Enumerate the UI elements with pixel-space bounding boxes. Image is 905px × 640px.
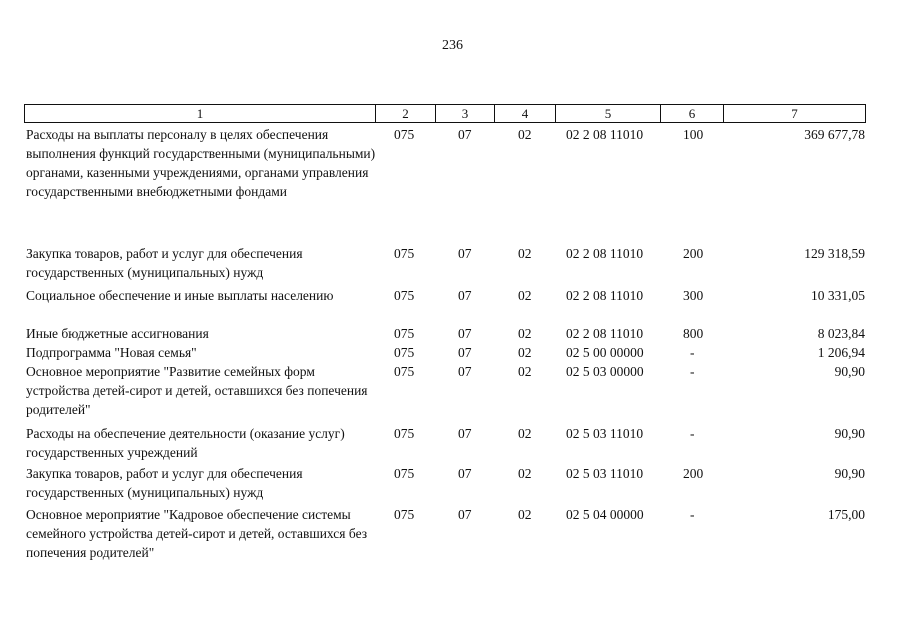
row-amount: 90,90 — [834, 426, 865, 441]
row-subsection: 02 — [518, 246, 532, 261]
row-name: Основное мероприятие "Кадровое обеспечение системы семейного устройства детей-сирот и детей, оставшихся без попечения родителей" — [26, 507, 368, 560]
row-code: 075 — [394, 288, 415, 303]
row-type: 100 — [683, 127, 704, 142]
header-col-3: 3 — [436, 105, 495, 122]
row-type: 300 — [683, 288, 704, 303]
row-target: 02 2 08 11010 — [566, 288, 644, 303]
row-subsection: 02 — [518, 127, 532, 142]
row-name: Социальное обеспечение и иные выплаты населению — [26, 288, 334, 303]
header-col-7: 7 — [791, 106, 798, 121]
header-col-6: 6 — [661, 105, 724, 122]
row-amount: 8 023,84 — [817, 326, 865, 341]
row-code: 075 — [394, 364, 415, 379]
row-section: 07 — [458, 426, 472, 441]
row-code: 075 — [394, 127, 415, 142]
row-section: 07 — [458, 127, 472, 142]
row-code: 075 — [394, 466, 415, 481]
row-subsection: 02 — [518, 507, 532, 522]
row-code: 075 — [394, 507, 415, 522]
row-type: - — [690, 507, 695, 522]
row-subsection: 02 — [518, 345, 532, 360]
row-code: 075 — [394, 426, 415, 441]
row-target: 02 5 03 11010 — [566, 466, 644, 481]
row-amount: 90,90 — [834, 466, 865, 481]
header-col-1: 1 — [25, 105, 376, 122]
row-amount: 129 318,59 — [804, 246, 865, 261]
row-name: Закупка товаров, работ и услуг для обеспечения государственных (муниципальных) нужд — [26, 246, 303, 280]
row-amount: 10 331,05 — [811, 288, 865, 303]
row-type: 200 — [683, 466, 704, 481]
row-target: 02 2 08 11010 — [566, 326, 644, 341]
row-amount: 369 677,78 — [804, 127, 865, 142]
row-subsection: 02 — [518, 364, 532, 379]
row-code: 075 — [394, 246, 415, 261]
row-target: 02 5 00 00000 — [566, 345, 644, 360]
row-code: 075 — [394, 326, 415, 341]
row-type: - — [690, 345, 695, 360]
row-section: 07 — [458, 345, 472, 360]
header-col-2: 2 — [376, 105, 436, 122]
row-subsection: 02 — [518, 466, 532, 481]
header-col-5: 5 — [556, 105, 661, 122]
row-code: 075 — [394, 345, 415, 360]
row-name: Расходы на обеспечение деятельности (оказание услуг) государственных учреждений — [26, 426, 345, 460]
row-section: 07 — [458, 326, 472, 341]
row-type: 800 — [683, 326, 704, 341]
row-name: Подпрограмма "Новая семья" — [26, 345, 197, 360]
row-target: 02 5 03 11010 — [566, 426, 644, 441]
row-target: 02 2 08 11010 — [566, 246, 644, 261]
page-number: 236 — [442, 38, 463, 53]
row-name: Иные бюджетные ассигнования — [26, 326, 209, 341]
row-target: 02 5 04 00000 — [566, 507, 644, 522]
row-type: - — [690, 426, 695, 441]
row-amount: 90,90 — [834, 364, 865, 379]
row-name: Основное мероприятие "Развитие семейных форм устройства детей-сирот и детей, оставшихся без попечения родителей" — [26, 364, 368, 417]
row-name: Закупка товаров, работ и услуг для обеспечения государственных (муниципальных) нужд — [26, 466, 303, 500]
row-name: Расходы на выплаты персоналу в целях обеспечения выполнения функций государственными (муниципальными) органами, казенными учреждениями, органами управления государственными внебюджетными фондами — [26, 127, 376, 199]
row-subsection: 02 — [518, 288, 532, 303]
table-header — [24, 104, 866, 123]
row-type: 200 — [683, 246, 704, 261]
row-section: 07 — [458, 466, 472, 481]
row-section: 07 — [458, 364, 472, 379]
row-section: 07 — [458, 246, 472, 261]
row-amount: 175,00 — [827, 507, 865, 522]
row-amount: 1 206,94 — [817, 345, 865, 360]
row-target: 02 5 03 00000 — [566, 364, 644, 379]
row-section: 07 — [458, 507, 472, 522]
row-type: - — [690, 364, 695, 379]
row-subsection: 02 — [518, 326, 532, 341]
header-col-4: 4 — [495, 105, 556, 122]
row-section: 07 — [458, 288, 472, 303]
row-target: 02 2 08 11010 — [566, 127, 644, 142]
row-subsection: 02 — [518, 426, 532, 441]
